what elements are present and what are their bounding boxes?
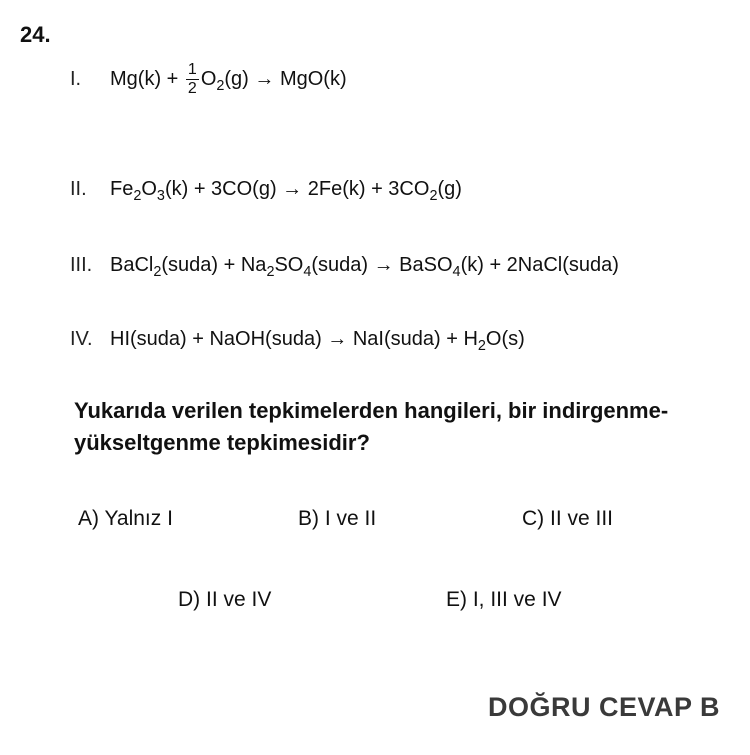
subscript: 2	[266, 264, 275, 281]
reaction-1-numeral: I.	[70, 67, 82, 90]
fraction-denominator: 2	[187, 80, 197, 97]
subscript: 2	[216, 77, 225, 94]
reaction-1-equation	[110, 62, 347, 97]
reaction-3-part: (suda) → BaSO	[311, 254, 453, 276]
subscript: 2	[153, 264, 162, 281]
reaction-4-part: HI(suda) + NaOH(suda) → NaI(suda) + H	[110, 328, 478, 350]
reaction-2-part: Fe	[110, 178, 134, 200]
question-number: 24.	[20, 22, 51, 47]
reaction-3-part: (k) + 2NaCl(suda)	[460, 254, 619, 276]
reaction-2	[70, 178, 462, 204]
reaction-3-part: BaCl	[110, 254, 154, 276]
question-text: Yukarıda verilen tepkimelerden hangileri, bir indirgenme-yükseltgenme tepkimesidir?	[74, 398, 669, 455]
subscript: 3	[156, 188, 165, 205]
reaction-4-part: O(s)	[485, 328, 525, 350]
option-e[interactable]: E) I, III ve IV	[446, 588, 562, 611]
subscript: 2	[429, 188, 438, 205]
option-c[interactable]: C) II ve III	[522, 507, 614, 530]
reaction-1-part: O	[200, 67, 217, 90]
reaction-1	[70, 62, 347, 97]
option-b[interactable]: B) I ve II	[298, 507, 377, 530]
subscript: 4	[303, 264, 312, 281]
reaction-2-part: O	[141, 178, 157, 200]
reaction-2-part: (g)	[437, 178, 462, 200]
subscript: 2	[477, 338, 486, 355]
reaction-3	[70, 254, 619, 280]
reaction-1-part: (g) → MgO(k)	[224, 67, 347, 90]
option-a[interactable]: A) Yalnız I	[78, 507, 173, 530]
subscript: 2	[133, 188, 142, 205]
reaction-3-numeral: III.	[70, 254, 93, 276]
reaction-4-numeral: IV.	[70, 328, 93, 350]
fraction-numerator: 1	[187, 61, 197, 78]
correct-answer-label: DOĞRU CEVAP B	[487, 692, 720, 722]
reaction-4	[70, 328, 525, 354]
reaction-4-equation	[110, 328, 525, 354]
reaction-2-part: (k) + 3CO(g) → 2Fe(k) + 3CO	[164, 178, 430, 200]
fraction-one-half	[186, 62, 199, 97]
reaction-2-numeral: II.	[70, 178, 87, 200]
option-d[interactable]: D) II ve IV	[178, 588, 272, 611]
reaction-3-equation	[110, 254, 619, 280]
reaction-2-equation	[110, 178, 462, 204]
reaction-1-part: Mg(k) +	[110, 67, 184, 90]
reaction-3-part: SO	[274, 254, 304, 276]
reaction-3-part: (suda) + Na	[161, 254, 267, 276]
subscript: 4	[452, 264, 461, 281]
